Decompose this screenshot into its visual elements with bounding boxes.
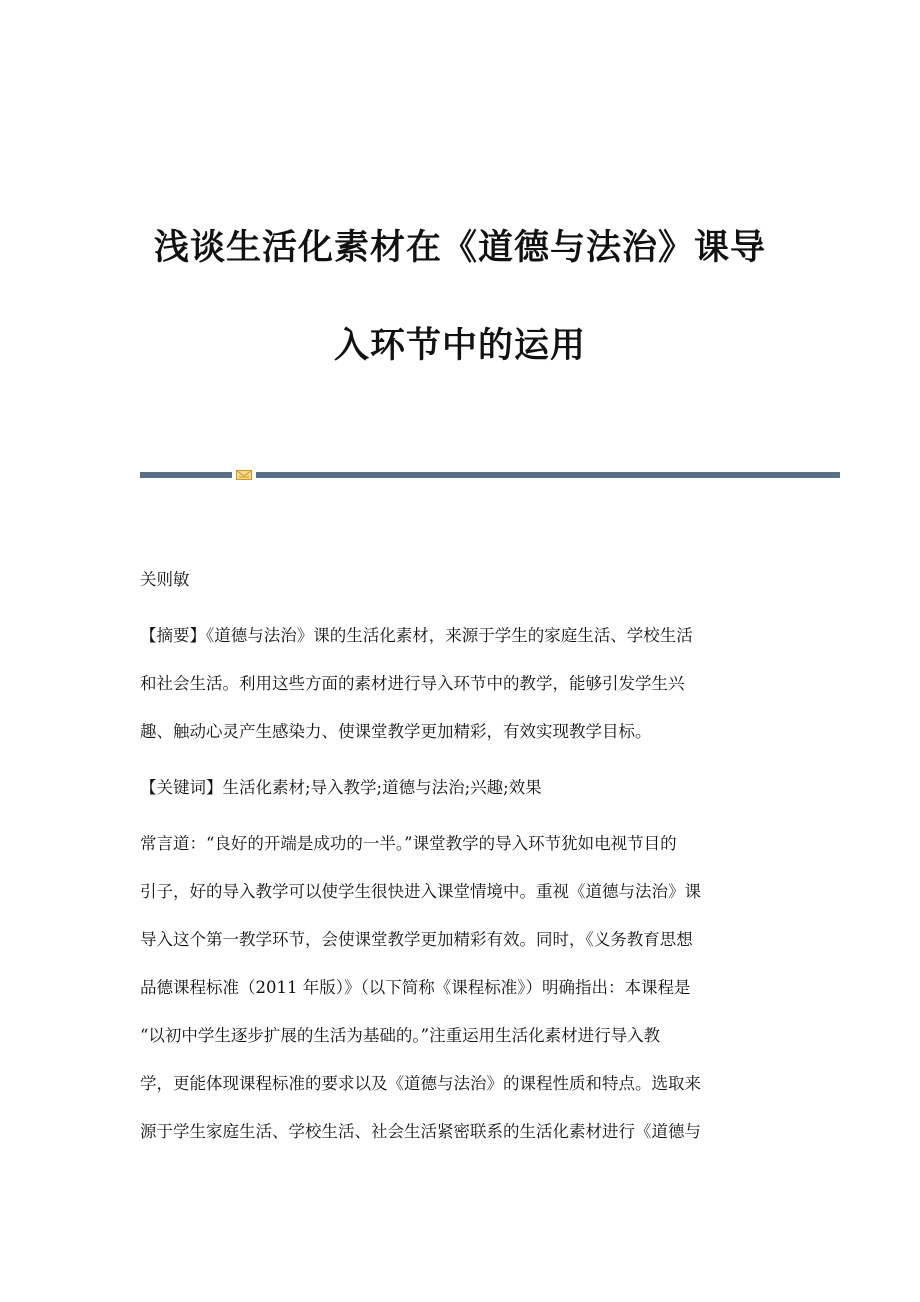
abstract-line: 和社会生活。利用这些方面的素材进行导入环节中的教学，能够引发学生兴 xyxy=(140,674,685,693)
keywords-line: 【关键词】生活化素材;导入教学;道德与法治;兴趣;效果 xyxy=(140,778,542,797)
divider-bar-left xyxy=(140,472,232,478)
body-line: 常言道：“良好的开端是成功的一半。”课堂教学的导入环节犹如电视节目的 xyxy=(140,834,677,853)
body-line: 引子，好的导入教学可以使学生很快进入课堂情境中。重视《道德与法治》课 xyxy=(140,882,701,901)
body-line: 源于学生家庭生活、学校生活、社会生活紧密联系的生活化素材进行《道德与 xyxy=(140,1122,701,1141)
title-divider xyxy=(140,470,840,479)
divider-bar-right xyxy=(256,472,840,478)
abstract-line: 【摘要】《道德与法治》课的生活化素材，来源于学生的家庭生活、学校生活 xyxy=(140,626,693,645)
body-line: 导入这个第一教学环节，会使课堂教学更加精彩有效。同时，《义务教育思想 xyxy=(140,930,693,949)
divider-ornament-icon xyxy=(236,470,252,480)
author: 关则敏 xyxy=(140,570,190,589)
abstract-line: 趣、触动心灵产生感染力、使课堂教学更加精彩，有效实现教学目标。 xyxy=(140,722,652,741)
body-line: “以初中学生逐步扩展的生活为基础的。”注重运用生活化素材进行导入教 xyxy=(140,1026,661,1045)
body-line: 品德课程标准（2011 年版）》（以下简称《课程标准》）明确指出：本课程是 xyxy=(140,978,691,997)
title-line-1: 浅谈生活化素材在《道德与法治》课导 xyxy=(153,228,766,268)
title-line-2: 入环节中的运用 xyxy=(333,326,586,366)
body-line: 学，更能体现课程标准的要求以及《道德与法治》的课程性质和特点。选取来 xyxy=(140,1074,701,1093)
